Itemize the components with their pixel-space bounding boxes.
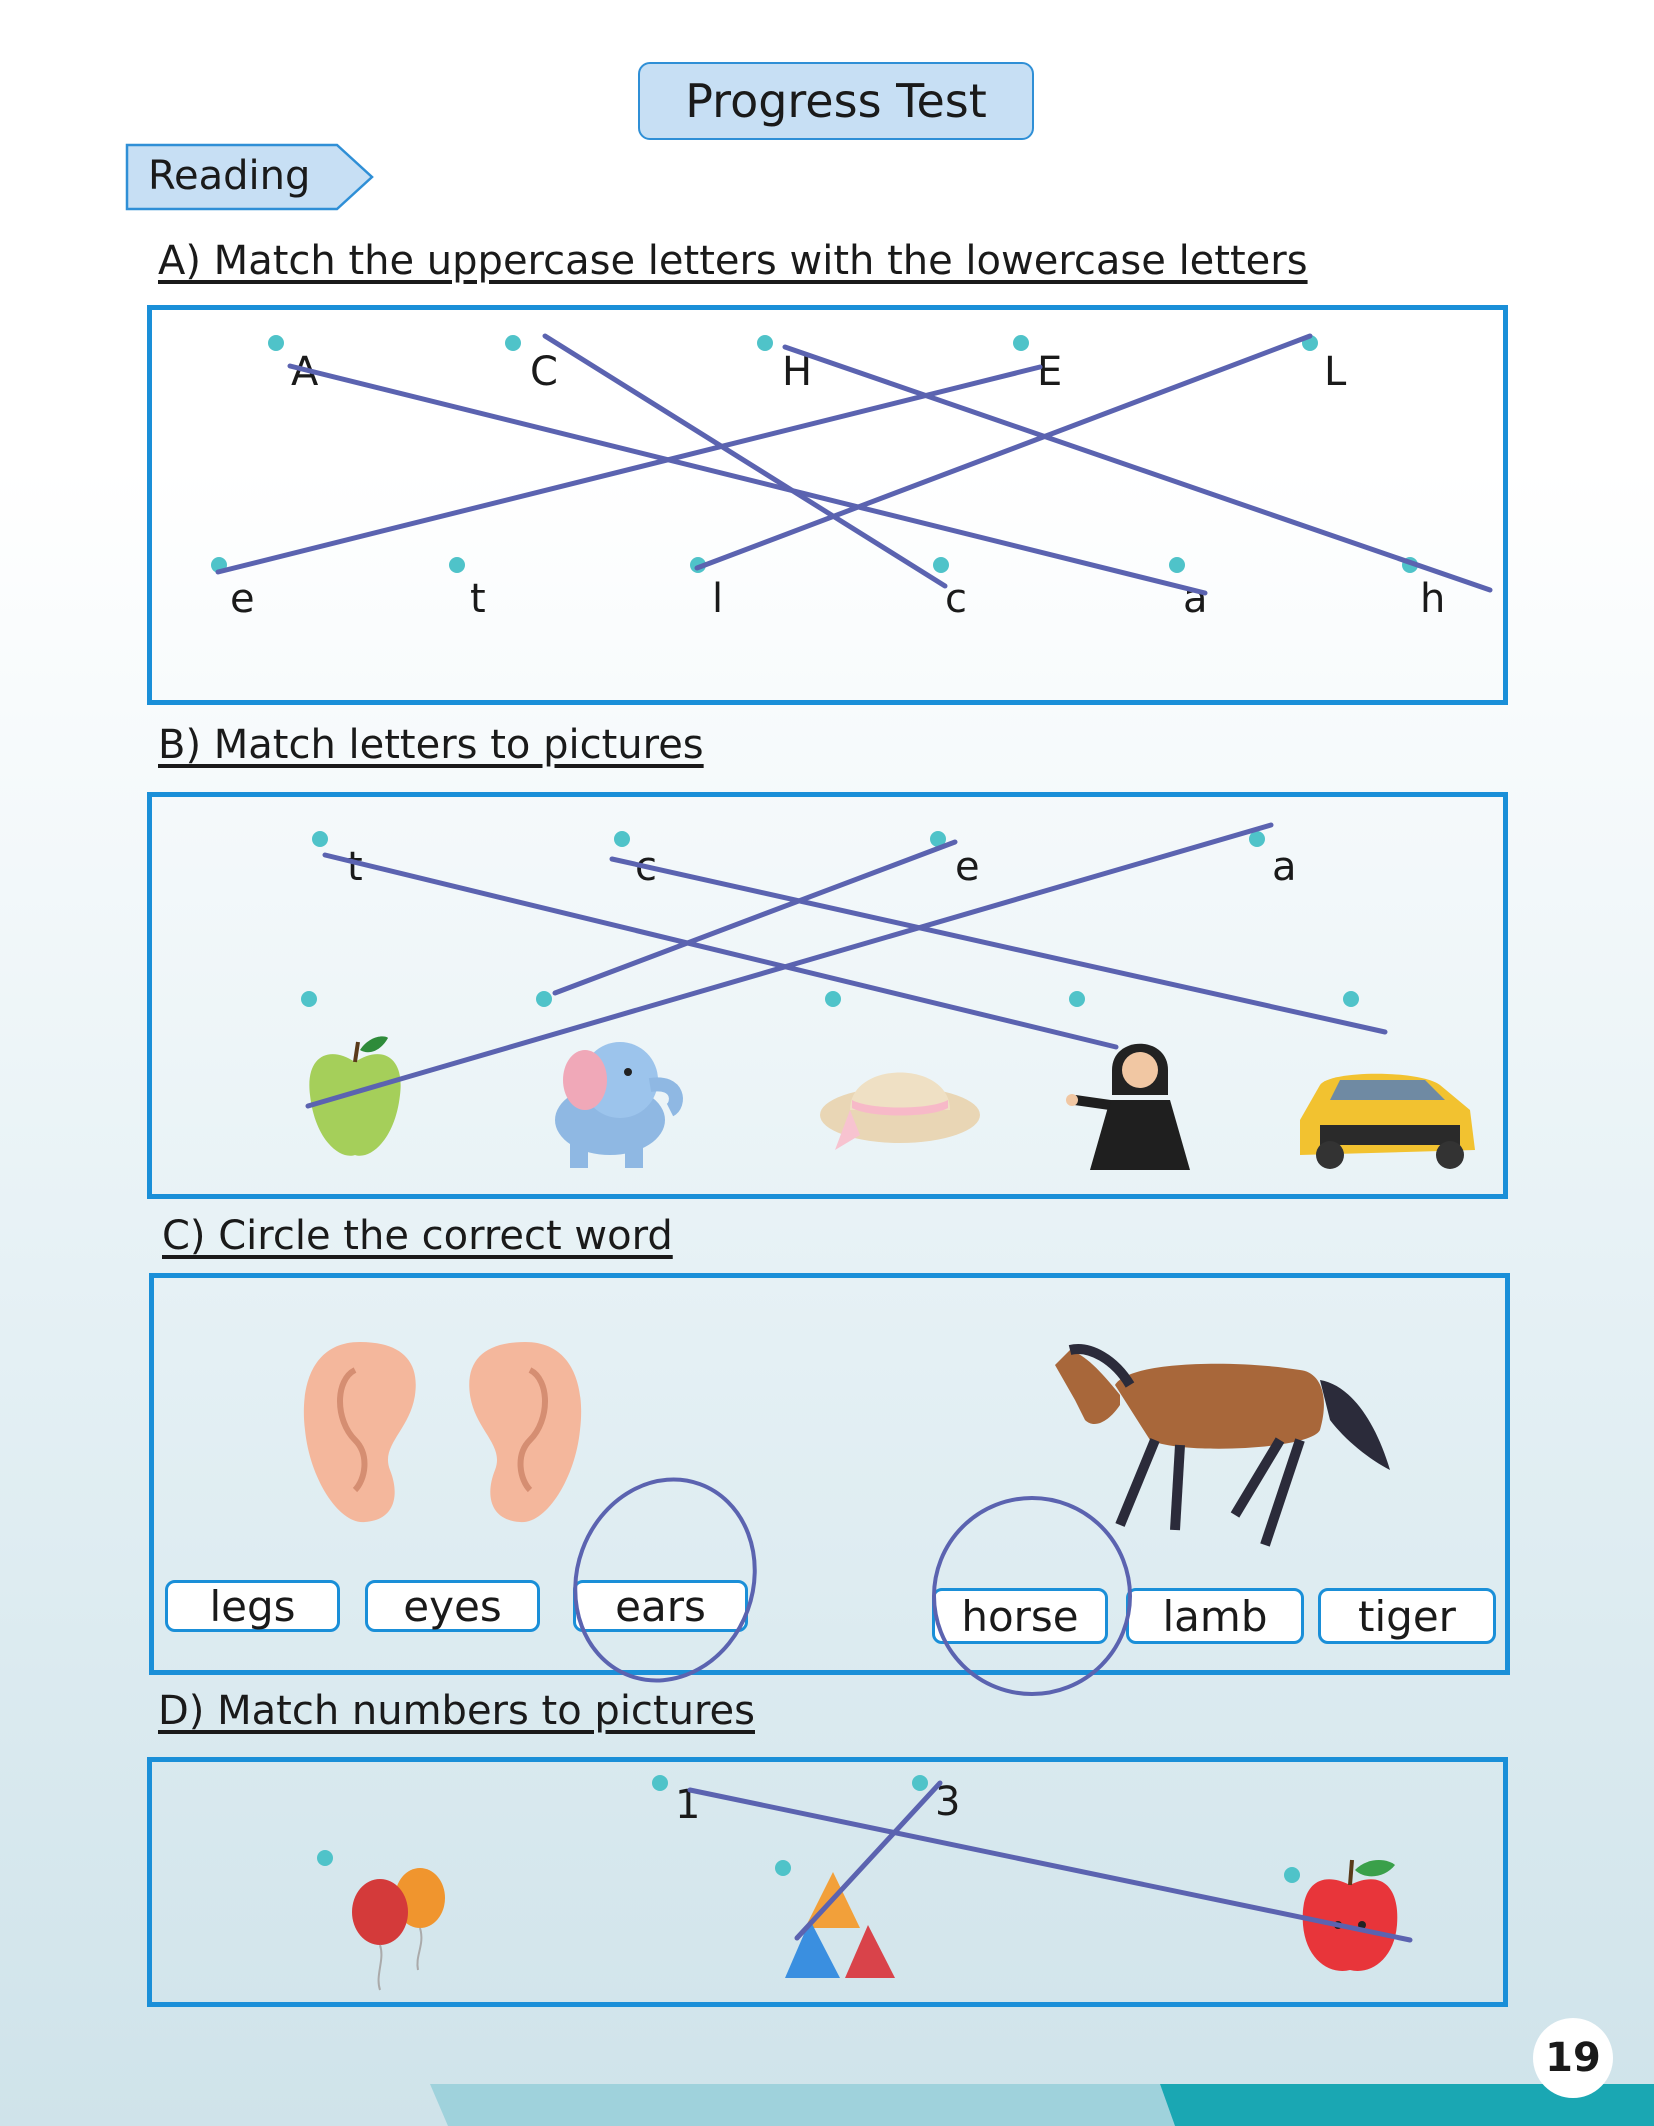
section-b-heading: B) Match letters to pictures <box>158 722 704 768</box>
number-3: 3 <box>935 1779 961 1825</box>
word-box-horse[interactable]: horse <box>932 1588 1108 1644</box>
section-b-frame <box>147 792 1508 1199</box>
lower-letter-a: a <box>1183 576 1208 622</box>
b-letter-e: e <box>955 844 980 890</box>
b-letter-a: a <box>1272 844 1297 890</box>
number-1: 1 <box>675 1782 701 1828</box>
upper-letter-h: H <box>782 349 813 395</box>
lower-letter-t: t <box>470 576 486 622</box>
section-c-heading: C) Circle the correct word <box>162 1213 673 1259</box>
word-box-ears[interactable]: ears <box>573 1580 748 1632</box>
footer-band <box>0 2084 1654 2126</box>
upper-letter-c: C <box>530 349 558 395</box>
lower-letter-e: e <box>230 576 255 622</box>
section-d-heading: D) Match numbers to pictures <box>158 1688 755 1734</box>
upper-letter-l: L <box>1324 349 1347 395</box>
word-box-lamb[interactable]: lamb <box>1126 1588 1304 1644</box>
word-box-tiger[interactable]: tiger <box>1318 1588 1496 1644</box>
page-number: 19 <box>1533 2018 1613 2098</box>
b-letter-t: t <box>347 844 363 890</box>
lower-letter-c: c <box>945 576 967 622</box>
section-tag: Reading <box>148 153 311 199</box>
section-a-frame <box>147 305 1508 705</box>
page-title: Progress Test <box>638 62 1034 140</box>
word-box-eyes[interactable]: eyes <box>365 1580 540 1632</box>
lower-letter-h: h <box>1420 576 1446 622</box>
word-box-legs[interactable]: legs <box>165 1580 340 1632</box>
lower-letter-l: l <box>712 576 724 622</box>
section-a-heading: A) Match the uppercase letters with the lowercase letters <box>158 238 1308 284</box>
section-d-frame <box>147 1757 1508 2007</box>
upper-letter-a: A <box>291 349 319 395</box>
upper-letter-e: E <box>1037 349 1063 395</box>
b-letter-c: c <box>635 844 657 890</box>
section-c-frame <box>149 1273 1510 1675</box>
